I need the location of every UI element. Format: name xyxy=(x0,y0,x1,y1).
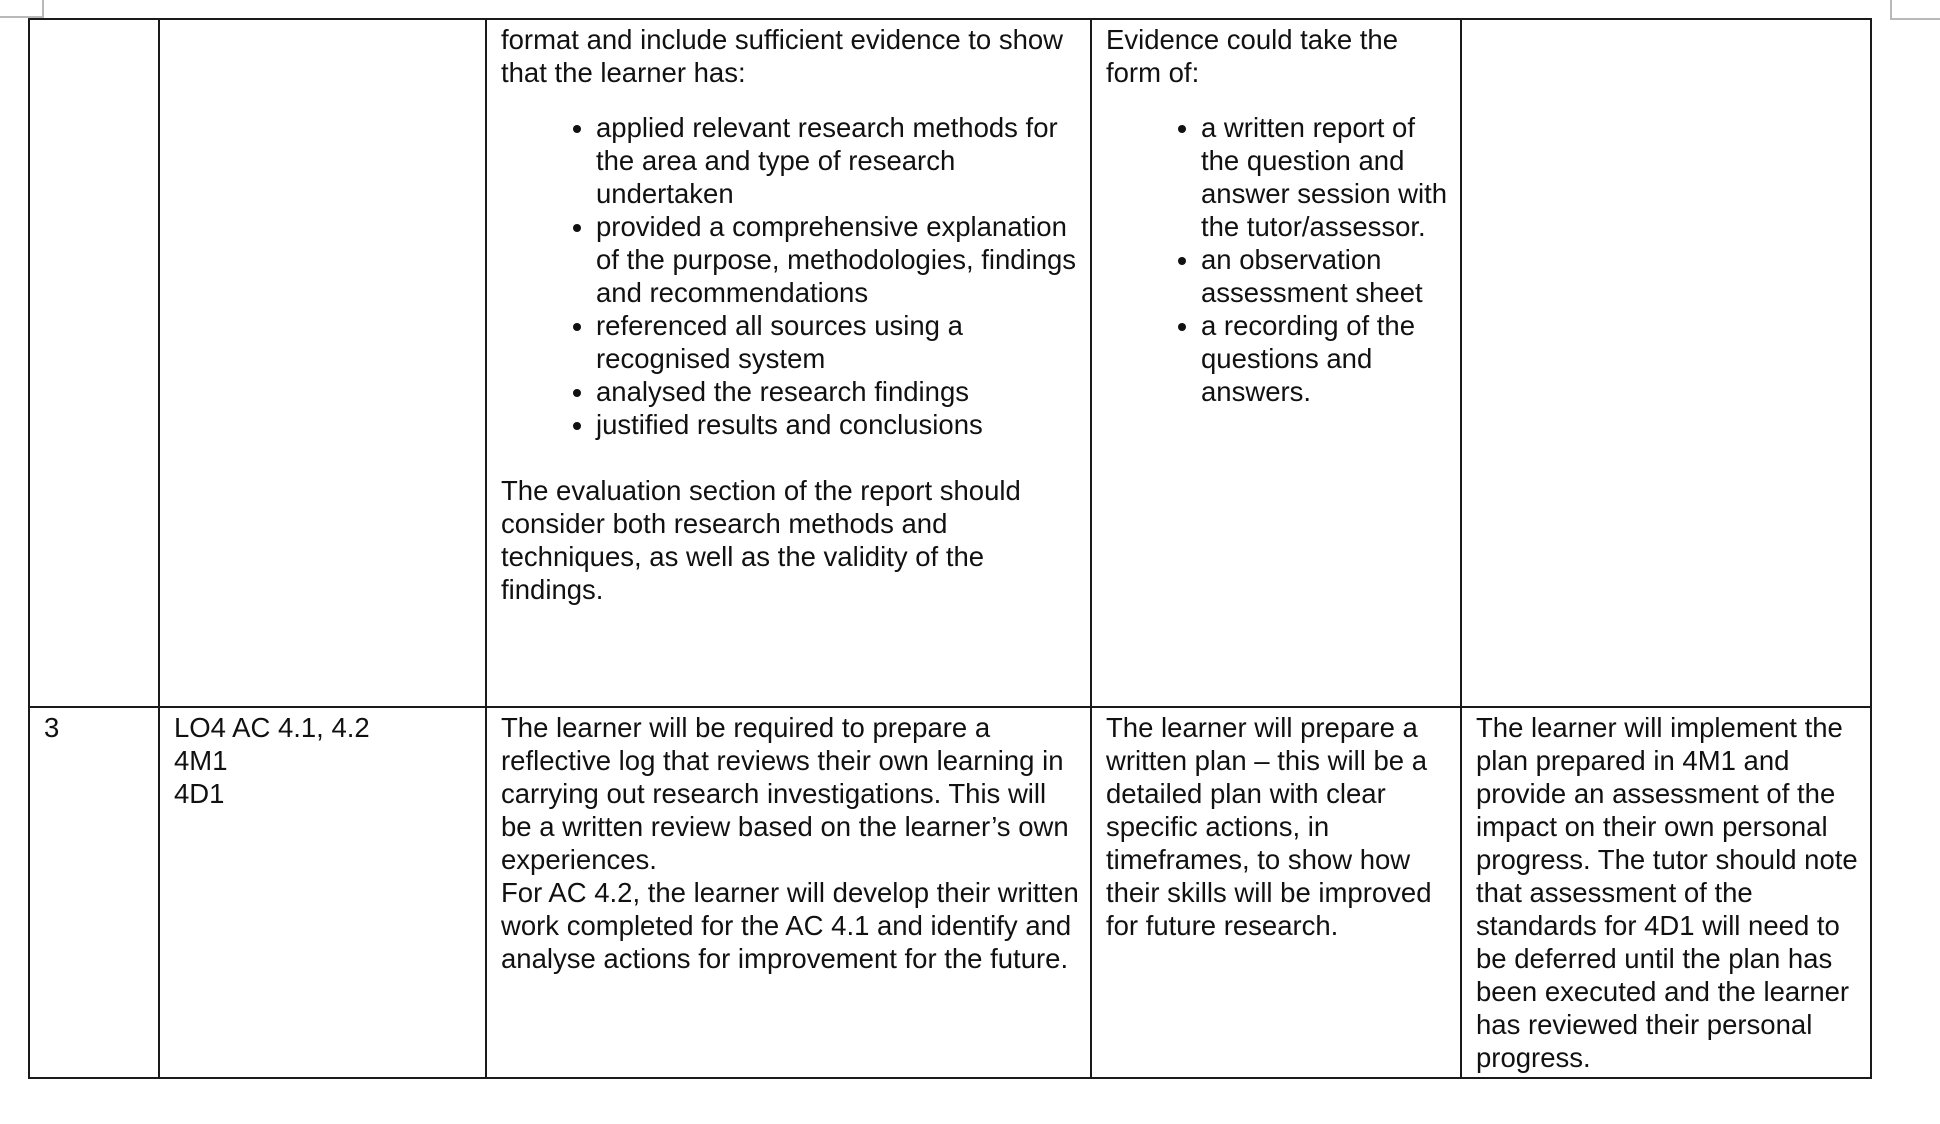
criteria-cell xyxy=(159,707,486,1078)
list-item: • referenced all sources using a recognised system xyxy=(596,309,1080,375)
pass-text: The learner will be required to prepare a reflective log that reviews their own learning in carrying out research investigations. This will be a written review based on the learner’s own experiences. xyxy=(501,712,1069,875)
list-item: • analysed the research findings xyxy=(596,375,1080,408)
pass-guidance-cell xyxy=(486,707,1091,1078)
distinction-guidance-cell xyxy=(1461,19,1871,707)
evidence-list xyxy=(1106,111,1450,408)
distinction-guidance-cell xyxy=(1461,707,1871,1078)
merit-guidance-cell xyxy=(1091,707,1461,1078)
task-number-cell xyxy=(29,707,159,1078)
criteria-line: 4D1 xyxy=(174,778,225,809)
distinction-text: The learner will implement the plan prepared in 4M1 and provide an assessment of the impact on their own personal progress. The tutor should note that assessment of the standards for 4D1 will need to be deferred until the plan has been executed and the learner has reviewed their personal progress. xyxy=(1476,712,1858,1073)
merit-guidance-cell xyxy=(1091,19,1461,707)
criteria-cell xyxy=(159,19,486,707)
crop-mark-top-right xyxy=(1890,0,1940,20)
task-number: 3 xyxy=(44,712,60,743)
list-item: • provided a comprehensive explanation of the purpose, methodologies, findings and recommendations xyxy=(596,210,1080,309)
pass-guidance-cell xyxy=(486,19,1091,707)
table-row-continuation xyxy=(29,19,1871,707)
requirements-intro: format and include sufficient evidence to show that the learner has: xyxy=(501,24,1064,88)
table-row-3 xyxy=(29,707,1871,1078)
evidence-intro: Evidence could take the form of: xyxy=(1106,24,1398,88)
requirements-closing: The evaluation section of the report should consider both research methods and techniques, as well as the validity of the findings. xyxy=(501,475,1021,605)
list-item: • a recording of the questions and answers. xyxy=(1201,309,1450,408)
list-item: • a written report of the question and answer session with the tutor/assessor. xyxy=(1201,111,1450,243)
assessment-criteria-table xyxy=(28,18,1872,1079)
list-item: • justified results and conclusions xyxy=(596,408,1080,441)
criteria-line: LO4 AC 4.1, 4.2 xyxy=(174,712,370,743)
list-item: • applied relevant research methods for the area and type of research undertaken xyxy=(596,111,1080,210)
crop-mark-top-left xyxy=(0,0,44,18)
merit-text: The learner will prepare a written plan – this will be a detailed plan with clear specific actions, in timeframes, to show how their skills will be improved for future research. xyxy=(1106,712,1432,941)
requirements-list xyxy=(501,111,1080,441)
criteria-line: 4M1 xyxy=(174,745,228,776)
pass-text-ac42: For AC 4.2, the learner will develop their written work completed for the AC 4.1 and identify and analyse actions for improvement for the future. xyxy=(501,877,1079,974)
task-number-cell xyxy=(29,19,159,707)
list-item: • an observation assessment sheet xyxy=(1201,243,1450,309)
